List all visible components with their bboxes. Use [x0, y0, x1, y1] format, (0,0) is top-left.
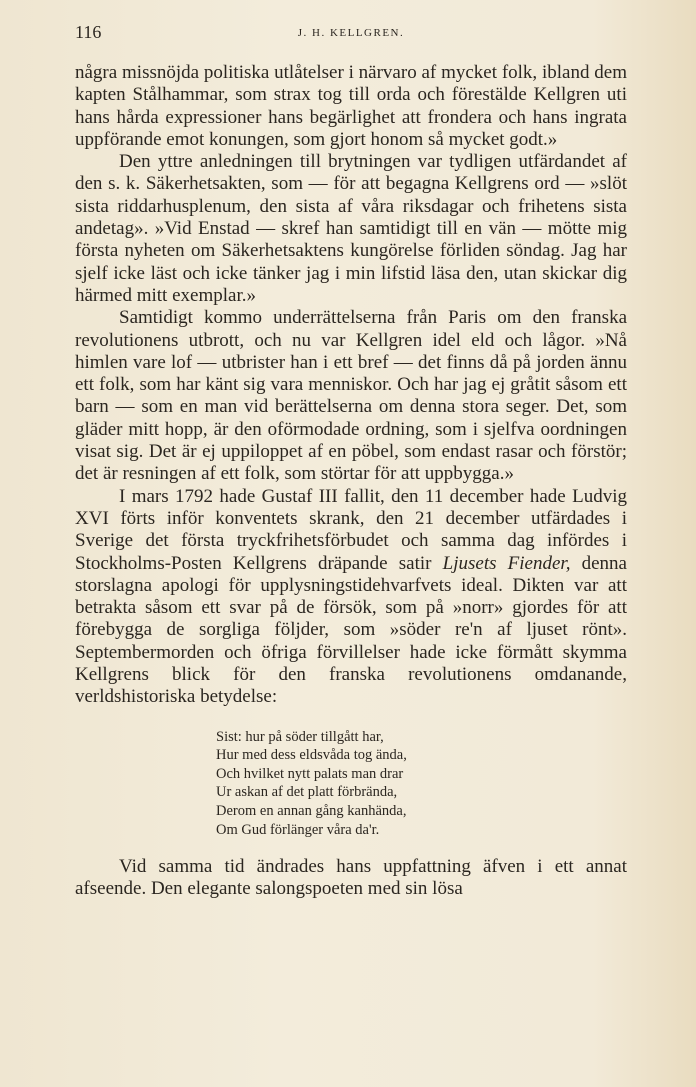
poem-line: Ur askan af det platt förbrända,: [216, 784, 398, 801]
paragraph: Den yttre anledningen till brytningen var tydligen utfärdandet af den s. k. Säkerhetsakten, som — för att begagna Kellgrens ord — »slöt sista riddarhusplenum, den sista af våra riksdagar och frihetens sista andetag». »Vid Enstad — skref han samtidigt till en vän — mötte mig första nyheten om Säkerhetsaktens kungörelse förliden söndag. Jag har sjelf icke läst och icke tänker jag i min lifstid läsa den, utan skickar dig härmed mitt exemplar.»: [75, 151, 627, 306]
poem-stanza: [216, 728, 627, 840]
paragraph-text: I mars 1792 hade Gustaf III fallit, den 11 december hade Ludvig XVI förts inför konventets skrank, den 21 december utfärdades i Sverige det första tryckfrihetsförbudet och samma dag infördes i Stockholms-Posten Kellgrens dräpande satir: [75, 485, 627, 574]
poem-line: Sist: hur på söder tillgått har,: [216, 728, 384, 745]
paragraph-text: denna storslagna apologi för upplysningstidehvarfvets ideal. Dikten var att betrakta såsom ett svar på de försök, som på »norr» gjordes för att förebygga de sorgliga följder, som »söder re'n af ljuset rönt». Septembermorden och öfriga förvillelser hade icke förmått skymma Kellgrens blick för den franska revolutionens omdanande, verldshistoriska betydelse:: [75, 552, 627, 708]
paragraph: Samtidigt kommo underrättelserna från Paris om den franska revolutionens utbrott, och nu var Kellgren idel eld och lågor. »Nå himlen vare lof — utbrister han i ett bref — det finns då på jorden ännu ett folk, som har känt sig vara menniskor. Och har jag ej gråtit såsom ett barn — som en man vid berättelserna om denna stora seger. Det, som gläder mitt hopp, är den oförmodade ordning, som i sjelfva oordningen visat sig. Det är ej uppiloppet af en pöbel, som endast rasar och förstör; det är resningen af ett folk, som störtar för att uppbygga.»: [75, 307, 627, 485]
paragraph: [75, 486, 627, 709]
body-text: [75, 62, 627, 901]
page-header: [75, 22, 627, 46]
page-number: 116: [75, 22, 102, 42]
paragraph: Vid samma tid ändrades hans uppfattning äfven i ett annat afseende. Den elegante salongspoeten med sin lösa: [75, 856, 627, 900]
poem-line: Och hvilket nytt palats man drar: [216, 765, 404, 782]
work-title: Ljusets Fiender,: [442, 552, 571, 574]
running-title: J. H. KELLGREN.: [297, 27, 405, 39]
paragraph-continued: några missnöjda politiska utlåtelser i närvaro af mycket folk, ibland dem kapten Stålhammar, som strax tog till orda och förestälde Kellgren uti hans hårda expressioner hans begärlighet att frondera och hans ingrata uppförande emot konungen, som gjort honom så mycket godt.»: [75, 62, 627, 150]
poem-line: Derom en annan gång kanhända,: [216, 802, 407, 819]
poem-line: Om Gud förlänger våra da'r.: [216, 821, 380, 838]
poem-line: Hur med dess eldsvåda tog ända,: [216, 747, 407, 764]
